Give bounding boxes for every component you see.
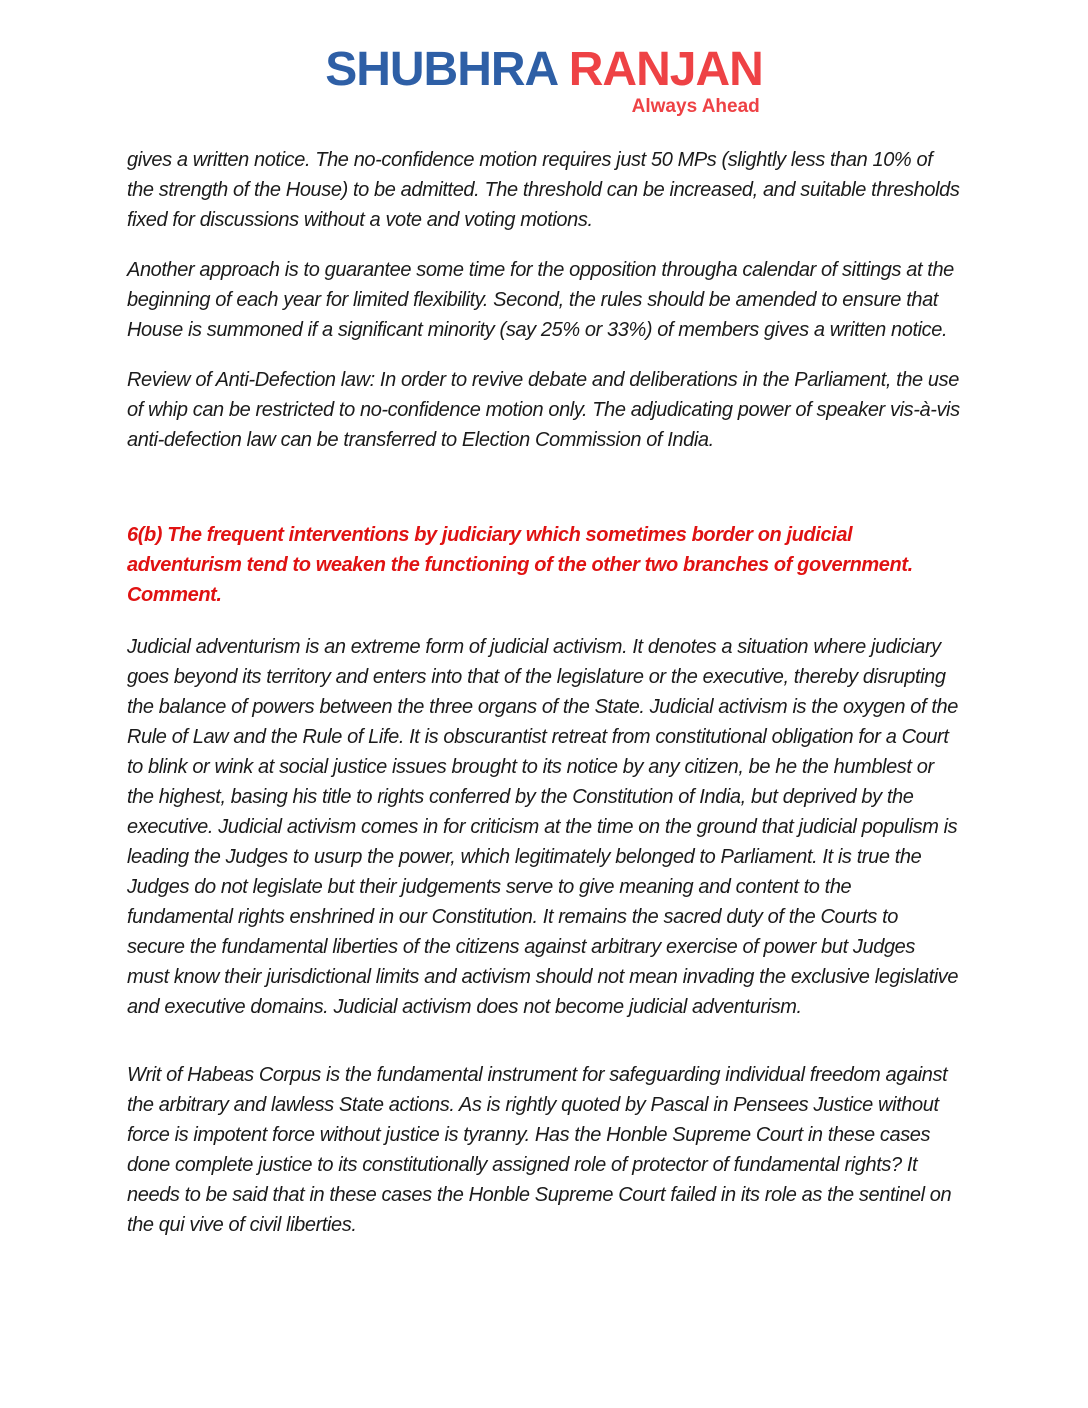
- logo-text-ranjan: RANJAN: [568, 43, 763, 96]
- paragraph-anti-defection-review: Review of Anti-Defection law: In order to revive debate and deliberations in the Parliament, the use of whip can be restricted to no-confidence motion only. The adjudicating power of speaker vis-à-vis anti-defection law can be transferred to Election Commission of India.: [127, 368, 960, 451]
- question-heading-6b: 6(b) The frequent interventions by judiciary which sometimes border on judicial adventurism tend to weaken the functioning of the other two branches of government. Comment.: [127, 523, 913, 606]
- paragraph-judicial-adventurism: Judicial adventurism is an extreme form of judicial activism. It denotes a situation where judiciary goes beyond its territory and enters into that of the legislature or the executive, thereby disrupting the balance of powers between the three organs of the State. Judicial activism is the oxygen of the Rule of Law and the Rule of Life. It is obscurantist retreat from constitutional obligation for a Court to blink or wink at social justice issues brought to its notice by any citizen, be he the humblest or the highest, basing his title to rights conferred by the Constitution of India, but deprived by the executive. Judicial activism comes in for criticism at the time on the ground that judicial populism is leading the Judges to usurp the power, which legitimately belonged to Parliament. It is true the Judges do not legislate but their judgements serve to give meaning and content to the fundamental rights enshrined in our Constitution. It remains the sacred duty of the Courts to secure the fundamental liberties of the citizens against arbitrary exercise of power but Judges must know their jurisdictional limits and activism should not mean invading the exclusive legislative and executive domains. Judicial activism does not become judicial adventurism.: [127, 635, 959, 1018]
- paragraph-no-confidence-motion: gives a written notice. The no-confidence motion requires just 50 MPs (slightly less than 10% of the strength of the House) to be admitted. The threshold can be increased, and suitable thresholds fixed for discussions without a vote and voting motions.: [127, 148, 960, 231]
- logo-tagline: Always Ahead: [631, 96, 760, 117]
- logo: [0, 43, 1088, 119]
- logo-text-shubhra: SHUBHRA: [325, 43, 557, 96]
- logo-block: [325, 43, 763, 119]
- paragraph-opposition-calendar: Another approach is to guarantee some time for the opposition througha calendar of sittings at the beginning of each year for limited flexibility. Second, the rules should be amended to ensure that House is summoned if a significant minority (say 25% or 33%) of members gives a written notice.: [127, 258, 954, 341]
- paragraph-habeas-corpus: Writ of Habeas Corpus is the fundamental instrument for safeguarding individual freedom against the arbitrary and lawless State actions. As is rightly quoted by Pascal in Pensees Justice without force is impotent force without justice is tyranny. Has the Honble Supreme Court in these cases done complete justice to its constitutionally assigned role of protector of fundamental rights? It needs to be said that in these cases the Honble Supreme Court failed in its role as the sentinel on the qui vive of civil liberties.: [127, 1063, 952, 1236]
- logo-wordmark: [325, 43, 763, 96]
- document-body: [127, 145, 960, 1240]
